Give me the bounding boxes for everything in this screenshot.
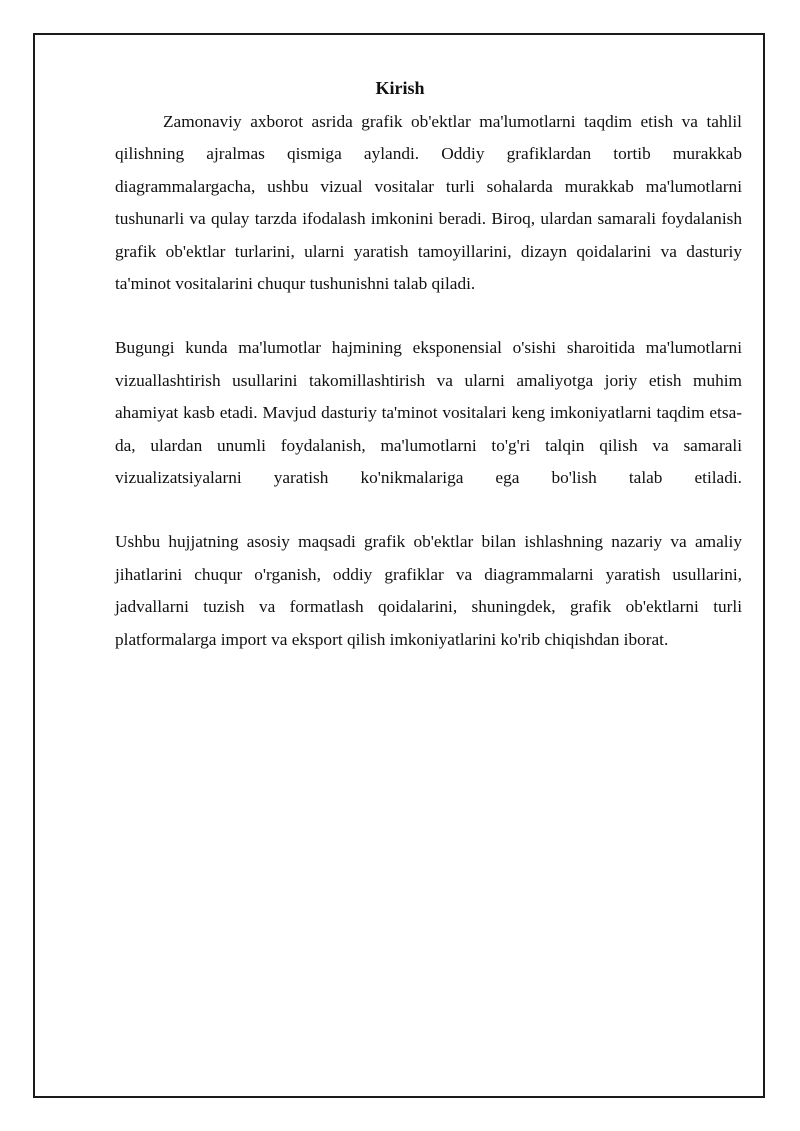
document-body: [115, 106, 742, 688]
paragraph-intro: Zamonaviy axborot asrida grafik ob'ektlar ma'lumotlarni taqdim etish va tahlil qilishning ajralmas qismiga aylandi. Oddiy grafiklardan tortib murakkab diagrammalargacha, ushbu vizual vositalar turli sohalarda murakkab ma'lumotlarni tushunarli va qulay tarzda ifodalash imkonini beradi. Biroq, ulardan samarali foydalanish grafik ob'ektlar turlarini, ularni yaratish tamoyillarini, dizayn qoidalarini va dasturiy ta'minot vositalarini chuqur tushunishni talab qiladi.: [115, 112, 742, 294]
paragraph-goal: Ushbu hujjatning asosiy maqsadi grafik ob'ektlar bilan ishlashning nazariy va amaliy jihatlarini chuqur o'rganish, oddiy grafiklar va diagrammalarni yaratish usullarini, jadvallarni tuzish va formatlash qoidalarini, shuningdek, grafik ob'ektlarni turli platformalarga import va eksport qilish imkoniyatlarini ko'rib chiqishdan iborat.: [115, 532, 742, 649]
page-title: Kirish: [375, 78, 425, 98]
paragraph-relevance: Bugungi kunda ma'lumotlar hajmining eksponensial o'sishi sharoitida ma'lumotlarni vizuallashtirish usullarini takomillashtirish va ularni amaliyotga joriy etish muhim ahamiyat kasb etadi. Mavjud dasturiy ta'minot vositalari keng imkoniyatlarni taqdim etsa-da, ulardan unumli foydalanish, ma'lumotlarni to'g'ri talqin qilish va samarali vizualizatsiyalarni yaratish ko'nikmalariga ega bo'lish talab etiladi.: [115, 338, 742, 488]
